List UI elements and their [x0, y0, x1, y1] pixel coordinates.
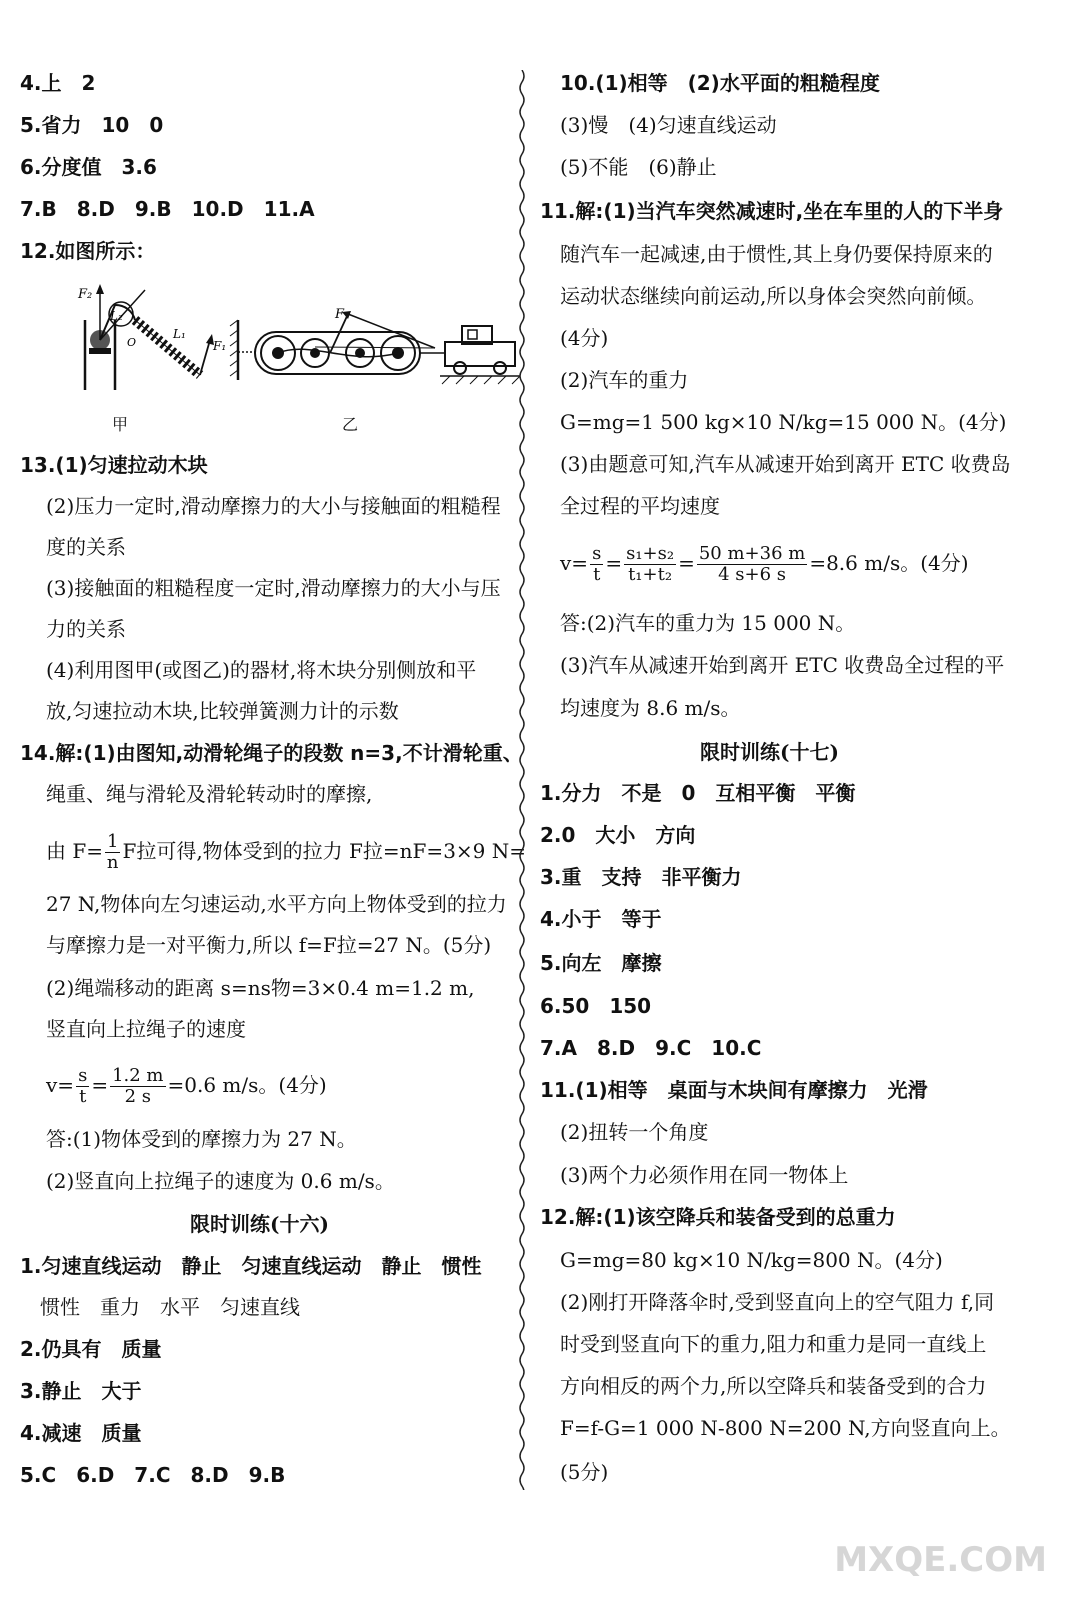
answer-line: 答:(1)物体受到的摩擦力为 27 N。: [46, 1127, 357, 1151]
label-l1: L₁: [173, 327, 186, 341]
answer-line: 竖直向上拉绳子的速度: [46, 1017, 246, 1041]
answer-line: 4.小于 等于: [540, 907, 662, 931]
answer-line: G=mg=80 kg×10 N/kg=800 N。(4分): [560, 1248, 943, 1272]
fraction: [110, 1066, 165, 1107]
answer-line: (5)不能 (6)静止: [560, 155, 717, 179]
answer-line: 7.A 8.D 9.C 10.C: [540, 1036, 762, 1060]
numerator: s: [592, 543, 602, 564]
answer-line: 2.0 大小 方向: [540, 823, 696, 847]
formula-text: 由 F=: [46, 839, 103, 863]
answer-line: 时受到竖直向下的重力,阻力和重力是同一直线上: [560, 1332, 987, 1356]
numerator: 50 m+36 m: [698, 543, 806, 564]
answer-line: 5.省力 10 0: [20, 113, 164, 137]
fraction: [697, 544, 807, 585]
numerator: 1.2 m: [112, 1065, 164, 1086]
answer-line: (4分): [560, 326, 609, 350]
answer-line: 13.(1)匀速拉动木块: [20, 453, 208, 477]
answer-line: 7.B 8.D 9.B 10.D 11.A: [20, 197, 315, 221]
answer-line: (2)绳端移动的距离 s=ns物=3×0.4 m=1.2 m,: [46, 976, 475, 1000]
fraction: [76, 1066, 89, 1107]
answer-line: 与摩擦力是一对平衡力,所以 f=F拉=27 N。(5分): [46, 933, 492, 957]
formula-text: =0.6 m/s。(4分): [167, 1073, 327, 1097]
label-o: O: [127, 336, 137, 349]
answer-line: (4)利用图甲(或图乙)的器材,将木块分别侧放和平: [46, 658, 477, 682]
answer-line: 5.C 6.D 7.C 8.D 9.B: [20, 1463, 286, 1487]
answer-line: 均速度为 8.6 m/s。: [560, 696, 741, 720]
answer-line: 答:(2)汽车的重力为 15 000 N。: [560, 611, 856, 635]
fraction: [590, 544, 603, 585]
denominator: 4 s+6 s: [718, 564, 787, 585]
answer-line: 1.匀速直线运动 静止 匀速直线运动 静止 惯性: [20, 1254, 482, 1278]
label-f1: F₁: [213, 339, 227, 353]
denominator: t₁+t₂: [628, 564, 673, 585]
answer-line: (2)汽车的重力: [560, 368, 689, 392]
answer-line: 力的关系: [46, 617, 126, 641]
answer-line: 12.如图所示：: [20, 239, 156, 263]
answer-line: 5.向左 摩擦: [540, 951, 662, 975]
answer-line: 1.分力 不是 0 互相平衡 平衡: [540, 781, 856, 805]
label-f2: F₂: [78, 287, 93, 302]
answer-line: 运动状态继续向前运动,所以身体会突然向前倾。: [560, 284, 987, 308]
answer-line: 2.仍具有 质量: [20, 1337, 162, 1361]
answer-line: (2)压力一定时,滑动摩擦力的大小与接触面的粗糙程: [46, 494, 501, 518]
watermark: MXQE.COM: [834, 1540, 1047, 1580]
formula-text: v=: [46, 1073, 75, 1097]
answer-line: (3)汽车从减速开始到离开 ETC 收费岛全过程的平: [560, 653, 1005, 677]
answer-line: (3)两个力必须作用在同一物体上: [560, 1163, 849, 1187]
answer-line: 3.静止 大于: [20, 1379, 142, 1403]
fraction: [105, 832, 120, 873]
formula-line: v= $\frac{s}{t}$ = $\frac{\text{s₁+s₂}}{\text{t₁+t₂}}$ = $\frac{50 m+36 m}{4 s+6 s}$ =8.6 m/s。(4分): [560, 543, 969, 585]
numerator: s: [78, 1065, 88, 1086]
formula-line: [46, 826, 526, 876]
answer-line: 4.上 2: [20, 71, 96, 95]
denominator: 2 s: [124, 1086, 151, 1107]
answer-line: 14.解:(1)由图知,动滑轮绳子的段数 n=3,不计滑轮重、: [20, 741, 523, 765]
section-title: 限时训练(十七): [700, 740, 839, 764]
label-f: F: [335, 307, 345, 322]
answer-line: 4.减速 质量: [20, 1421, 142, 1445]
answer-line: 方向相反的两个力,所以空降兵和装备受到的合力: [560, 1374, 987, 1398]
answer-line: 11.解:(1)当汽车突然减速时,坐在车里的人的下半身: [540, 199, 1004, 223]
numerator: 1: [107, 831, 119, 852]
answer-line: 12.解:(1)该空降兵和装备受到的总重力: [540, 1205, 896, 1229]
denominator: t: [593, 564, 601, 585]
answer-line: 惯性 重力 水平 匀速直线: [40, 1295, 300, 1319]
figure-label-jia: 甲: [112, 415, 129, 434]
lever-figure-jia: [75, 280, 240, 395]
figure-label-yi: 乙: [342, 415, 359, 434]
answer-line: 全过程的平均速度: [560, 494, 720, 518]
answer-line: G=mg=1 500 kg×10 N/kg=15 000 N。(4分): [560, 410, 1007, 434]
answer-line: (2)竖直向上拉绳子的速度为 0.6 m/s。: [46, 1169, 395, 1193]
answer-line: (2)扭转一个角度: [560, 1120, 709, 1144]
numerator: s₁+s₂: [626, 543, 675, 564]
section-title: 限时训练(十六): [190, 1212, 329, 1236]
answer-line: 6.分度值 3.6: [20, 155, 157, 179]
formula-text: F拉可得,物体受到的拉力 F拉=nF=3×9 N=: [122, 839, 527, 863]
denominator: t: [79, 1086, 87, 1107]
column-divider: [517, 70, 527, 1490]
answer-line: 10.(1)相等 (2)水平面的粗糙程度: [560, 71, 880, 95]
answer-line: 11.(1)相等 桌面与木块间有摩擦力 光滑: [540, 1078, 928, 1102]
answer-line: 3.重 支持 非平衡力: [540, 865, 742, 889]
formula-text: v=: [560, 551, 589, 575]
answer-line: 随汽车一起减速,由于惯性,其上身仍要保持原来的: [560, 242, 993, 266]
answer-line: 度的关系: [46, 535, 126, 559]
answer-line: 放,匀速拉动木块,比较弹簧测力计的示数: [46, 699, 399, 723]
denominator: n: [106, 852, 119, 873]
answer-line: (5分): [560, 1460, 609, 1484]
answer-line: 绳重、绳与滑轮及滑轮转动时的摩擦,: [46, 782, 373, 806]
formula-text: =8.6 m/s。(4分): [809, 551, 969, 575]
formula-line: v= $\frac{s}{t}$ = $\frac{1.2 m}{2 s}$ =0.6 m/s。(4分): [46, 1065, 327, 1107]
answer-line: (2)刚打开降落伞时,受到竖直向上的空气阻力 f,同: [560, 1290, 995, 1314]
answer-line: (3)接触面的粗糙程度一定时,滑动摩擦力的大小与压: [46, 576, 501, 600]
fraction: [624, 544, 676, 585]
answer-line: 27 N,物体向左匀速运动,水平方向上物体受到的拉力: [46, 892, 507, 916]
answer-line: (3)由题意可知,汽车从减速开始到离开 ETC 收费岛: [560, 452, 1011, 476]
answer-line: (3)慢 (4)匀速直线运动: [560, 113, 777, 137]
answer-line: F=f-G=1 000 N-800 N=200 N,方向竖直向上。: [560, 1416, 1011, 1440]
answer-line: 6.50 150: [540, 994, 652, 1018]
label-l2: L₂: [110, 309, 123, 323]
truck-figure-yi: [220, 300, 520, 390]
